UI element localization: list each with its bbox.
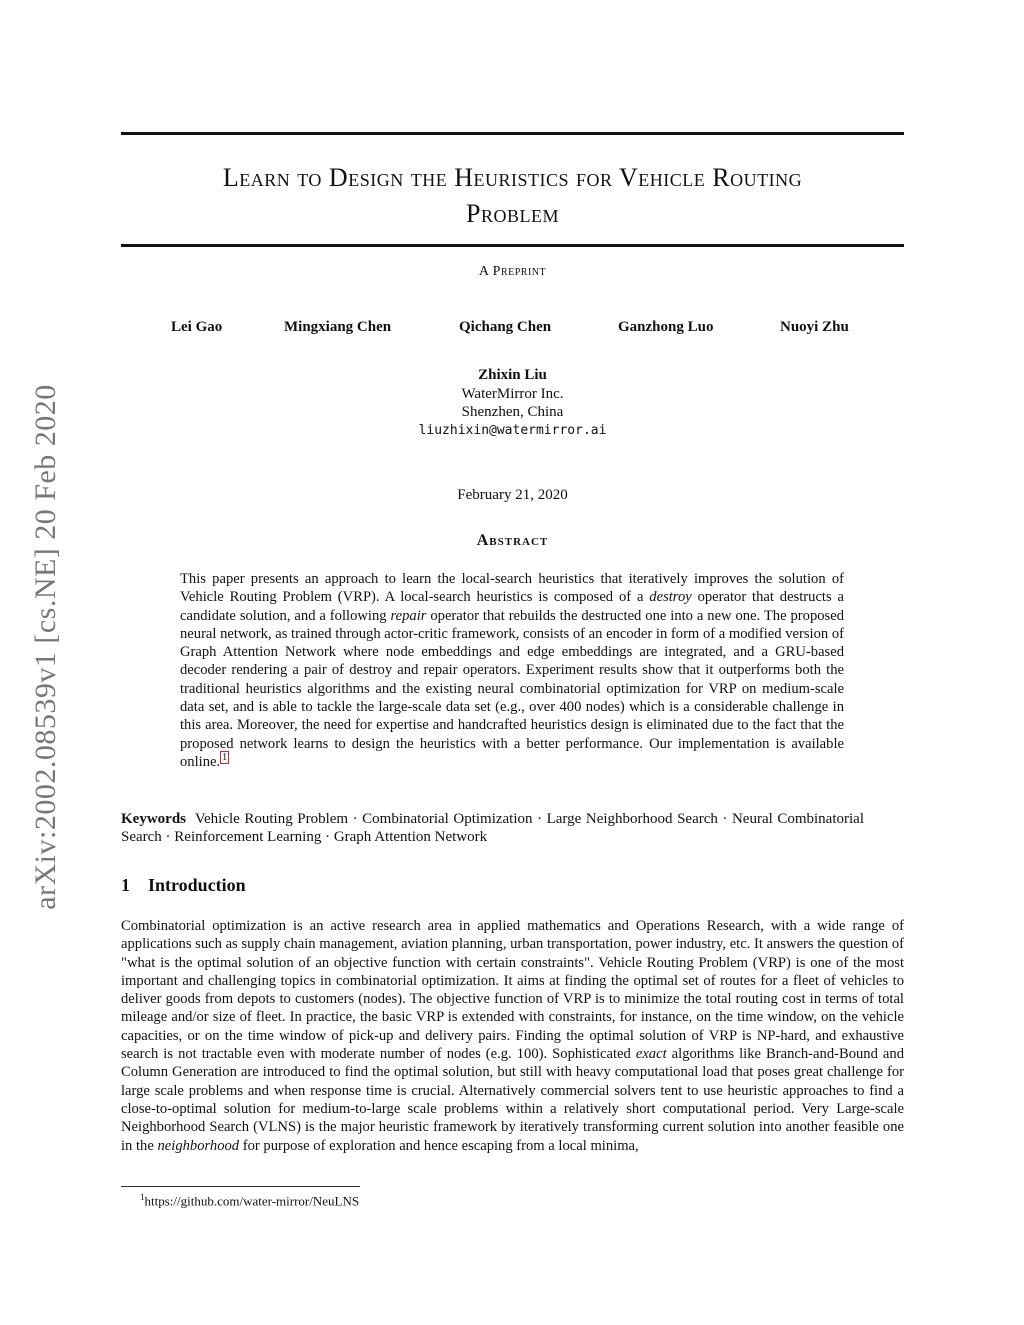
abstract-text-1: This paper presents an approach to learn the local-search heuristics that iteratively improves the solution of Vehicle Routing Problem (VRP). A local-search heuristics is composed of a	[180, 571, 844, 606]
footnote-rule	[121, 1186, 360, 1187]
intro-text-3: for purpose of exploration and hence escaping from a local minima,	[239, 1137, 639, 1154]
section-title: Introduction	[148, 875, 246, 895]
paper-date: February 21, 2020	[457, 487, 568, 503]
footnote-url[interactable]: https://github.com/water-mirror/NeuLNS	[144, 1193, 360, 1209]
author-2: Mingxiang Chen	[284, 319, 392, 335]
title-line-1: Learn to Design the Heuristics for Vehicle Routing	[222, 163, 803, 192]
abstract-text-3: operator that rebuilds the destructed one into a new one. The proposed neural network, as trained through actor-critic framework, consists of an encoder in form of a modified version of Graph Attention Network where node embeddings and edge embeddings are integrated, and a GRU-based decoder rendering a pair of destroy and repair operators. Experiment results show that it outperforms both the traditional heuristics algorithms and the existing neural combinatorial optimization for VRP on medium-scale data set, and is able to tackle the large-scale data set (e.g., over 400 nodes) which is a considerable challenge in this area. Moreover, the need for expertise and handcrafted heuristics design is eliminated due to the fact that the proposed network learns to design the heuristics with a better performance. Our implementation is available online.	[180, 607, 844, 770]
abstract-em-destroy: destroy	[649, 589, 692, 606]
preprint-label: A Preprint	[478, 264, 547, 279]
section-number: 1	[121, 875, 130, 895]
paper-title	[121, 160, 904, 232]
intro-text-2: algorithms like Branch-and-Bound and Column Generation are introduced to find the optimal solution, but still with heavy computational load that poses great challenge for large scale problems and when response time is crucial. Alternatively commercial solvers tent to use heuristic approaches to find a close-to-optimal solution for medium-to-large scale problems within a relatively short computational period. Very Large-scale Neighborhood Search (VLNS) is the major heuristic framework by iteratively transforming current solution into another feasible one in the	[121, 1046, 905, 1154]
abstract-text-2: operator that destructs a candidate solution, and a following	[180, 589, 844, 624]
abstract-body	[180, 570, 844, 771]
keywords-label: Keywords	[121, 811, 186, 827]
keywords	[121, 810, 864, 847]
arxiv-id: arXiv:2002.08539v1 [cs.NE] 20 Feb 2020	[29, 384, 63, 910]
title-bottom-rule	[121, 244, 904, 247]
author-4: Ganzhong Luo	[618, 319, 714, 335]
author-3: Qichang Chen	[459, 319, 552, 335]
author-5: Nuoyi Zhu	[780, 319, 849, 335]
footnote-mark: 1	[140, 1192, 145, 1202]
intro-em-neighborhood: neighborhood	[157, 1137, 240, 1154]
section-heading-introduction	[121, 875, 246, 896]
intro-text-1: Combinatorial optimization is an active research area in applied mathematics and Operations Research, with a wide range of applications such as supply chain management, aviation planning, urban transportation, power industry, etc. It answers the question of "what is the optimal solution of an objective function with certain constraints". Vehicle Routing Problem (VRP) is one of the most important and challenging topics in combinatorial optimization. It aims at finding the optimal set of routes for a fleet of vehicles to deliver goods from depots to customers (nodes). The objective function of VRP is to minimize the total routing cost in terms of total mileage and/or size of fleet. In practice, the basic VRP is extended with constraints, for instance, on the time window, on the vehicle capacities, or on the time window of pick-up and delivery pairs. Finding the optimal solution of VRP is NP-hard, and exhaustive search is not tractable even with moderate number of nodes (e.g. 100). Sophisticated	[121, 918, 904, 1063]
title-top-rule	[121, 132, 904, 135]
intro-em-exact: exact	[635, 1046, 667, 1063]
keywords-text: Vehicle Routing Problem · Combinatorial Optimization · Large Neighborhood Search · Neural Combinatorial Search · Reinforcement Learning · Graph Attention Network	[121, 811, 864, 846]
abstract-em-repair: repair	[390, 607, 427, 624]
corresponding-name: Zhixin Liu	[478, 367, 547, 383]
footnote	[140, 1192, 359, 1209]
footnote-ref-link[interactable]: 1	[222, 752, 228, 764]
introduction-body	[121, 917, 904, 1155]
author-list	[121, 319, 904, 339]
title-line-2: Problem	[466, 199, 559, 228]
author-1: Lei Gao	[171, 319, 223, 335]
abstract-heading: Abstract	[476, 532, 549, 549]
corresponding-org: WaterMirror Inc.	[461, 385, 564, 402]
corresponding-author	[121, 366, 904, 440]
corresponding-location: Shenzhen, China	[461, 404, 564, 420]
arxiv-sidebar	[28, 354, 64, 940]
corresponding-email[interactable]: liuzhixin@watermirror.ai	[418, 422, 607, 438]
